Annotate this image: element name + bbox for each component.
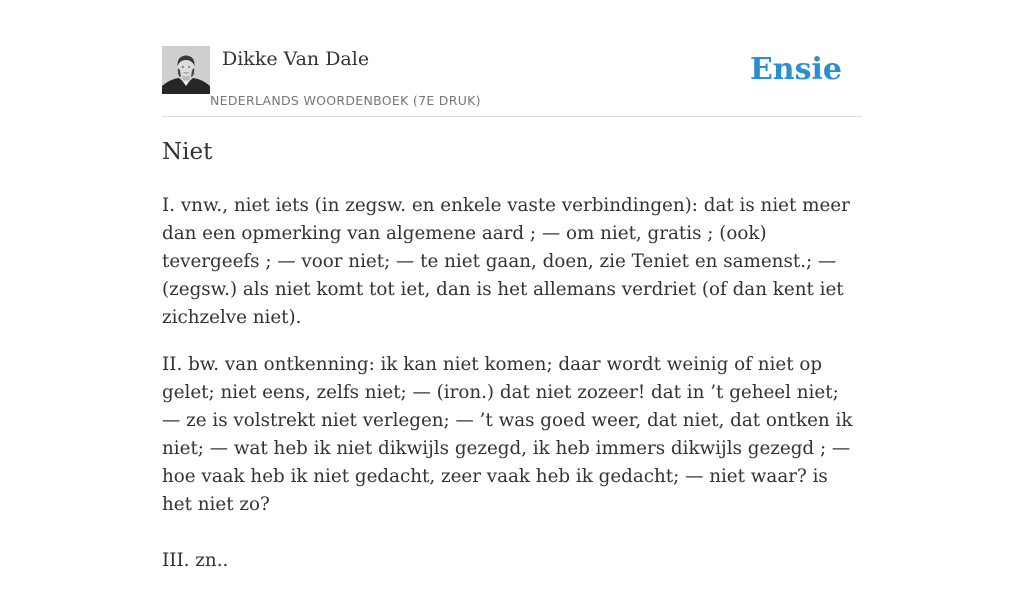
definition-paragraph: I. vnw., niet iets (in zegsw. en enkele vaste verbindingen): dat is niet meer dan een opmerking van algemene aard ; — om niet, gratis ; (ook) tevergeefs ; — voor niet; — te niet gaan, doen, zie Teniet en samenst.; — (zegsw.) als niet komt tot iet, dan is het allemans verdriet (of dan kent iet zichzelve niet). xyxy=(162,195,850,328)
ensie-logo[interactable]: Ensie xyxy=(749,52,842,87)
source-label[interactable]: NEDERLANDS WOORDENBOEK (7E DRUK) xyxy=(210,93,481,108)
definition-paragraph: III. zn.. xyxy=(162,550,229,571)
definition-paragraph: II. bw. van ontkenning: ik kan niet komen; daar wordt weinig of niet op gelet; niet eens, zelfs niet; — (iron.) dat niet zozeer! dat in ’t geheel niet; — ze is volstrekt niet verlegen; — ’t was goed weer, dat niet, dat ontken ik niet; — wat heb ik niet dikwijls gezegd, ik heb immers dikwijls gezegd ; — hoe vaak heb ik niet gedacht, zeer vaak heb ik gedacht; — niet waar? is het niet zo? xyxy=(162,354,853,515)
author-avatar[interactable] xyxy=(162,46,210,94)
author-portrait-icon xyxy=(162,46,210,94)
entry-definition xyxy=(162,192,862,594)
entry-title: Niet xyxy=(162,139,213,165)
author-name[interactable]: Dikke Van Dale xyxy=(222,48,370,70)
entry-header xyxy=(162,46,862,117)
